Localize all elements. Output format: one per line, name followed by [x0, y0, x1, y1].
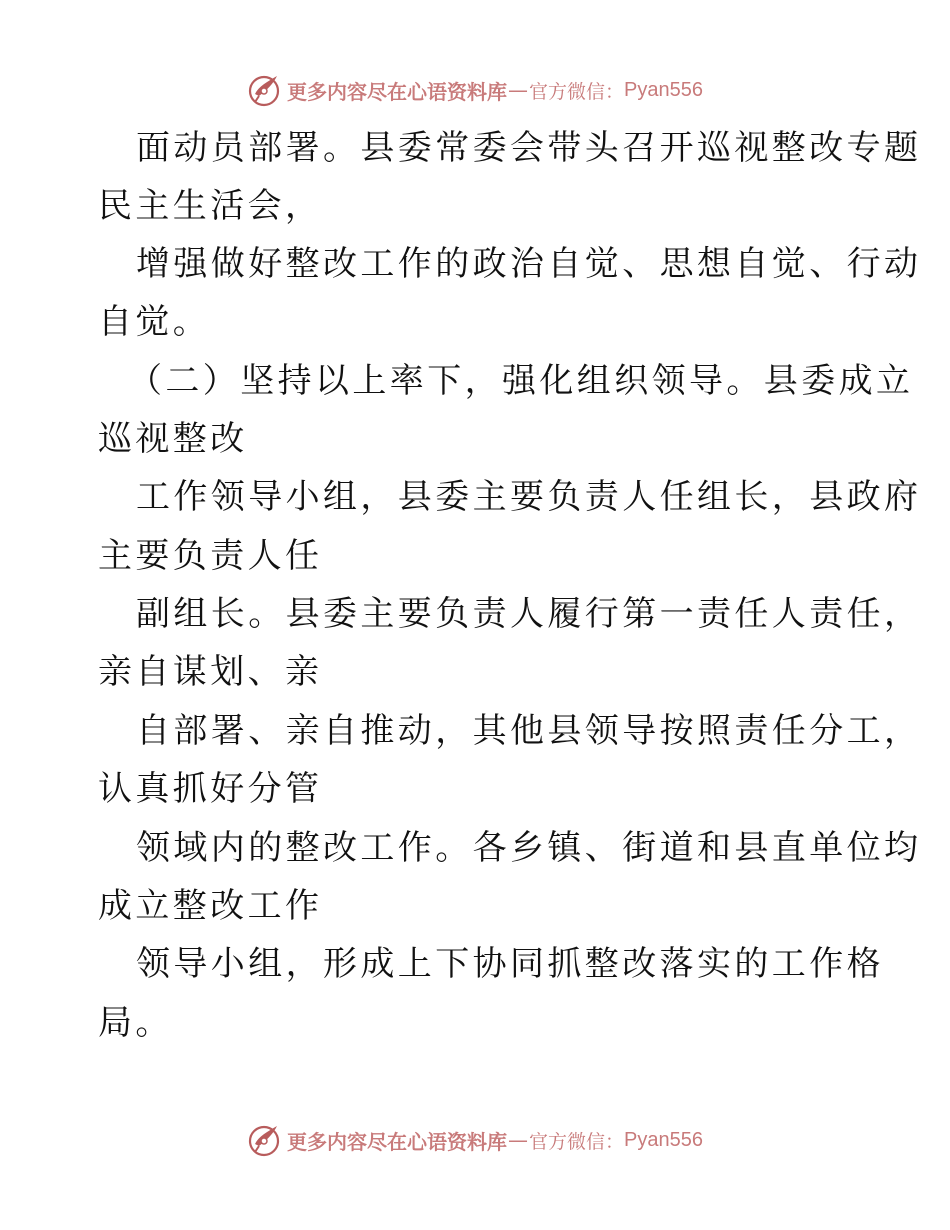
watermark-account: Pyan556	[624, 1128, 703, 1151]
text-line: 主要负责人任	[98, 536, 323, 576]
text-line: （二）坚持以上率下，强化组织领导。县委成立	[128, 361, 914, 401]
text-line: 认真抓好分管	[98, 769, 323, 809]
watermark-account: Pyan556	[624, 78, 703, 101]
footer-watermark	[0, 1118, 950, 1162]
text-line: 成立整改工作	[98, 886, 323, 926]
text-line: 亲自谋划、亲	[98, 652, 323, 692]
text-line: 领导小组，形成上下协同抓整改落实的工作格	[136, 944, 884, 984]
text-line: 副组长。县委主要负责人履行第一责任人责任，	[136, 594, 922, 634]
text-line: 领域内的整改工作。各乡镇、街道和县直单位均	[136, 828, 922, 868]
watermark-account-label: 官方微信：	[529, 80, 625, 103]
quill-pen-logo-icon	[247, 72, 283, 108]
header-watermark	[0, 68, 950, 112]
text-line: 民主生活会，	[98, 186, 323, 226]
watermark-dash: —	[508, 1128, 528, 1152]
text-line: 自部署、亲自推动，其他县领导按照责任分工，	[136, 711, 922, 751]
watermark-brand-text: 更多内容尽在心语资料库	[287, 1129, 507, 1154]
watermark-brand-text: 更多内容尽在心语资料库	[287, 79, 507, 104]
quill-pen-logo-icon	[247, 1122, 283, 1158]
text-line: 增强做好整改工作的政治自觉、思想自觉、行动	[136, 244, 922, 284]
text-line: 自觉。	[98, 302, 211, 342]
text-line: 面动员部署。县委常委会带头召开巡视整改专题	[136, 128, 922, 168]
text-line: 巡视整改	[98, 419, 248, 459]
text-line: 工作领导小组，县委主要负责人任组长，县政府	[136, 477, 922, 517]
watermark-dash: —	[508, 78, 528, 102]
watermark-account-label: 官方微信：	[529, 1130, 625, 1153]
text-line: 局。	[98, 1003, 173, 1043]
